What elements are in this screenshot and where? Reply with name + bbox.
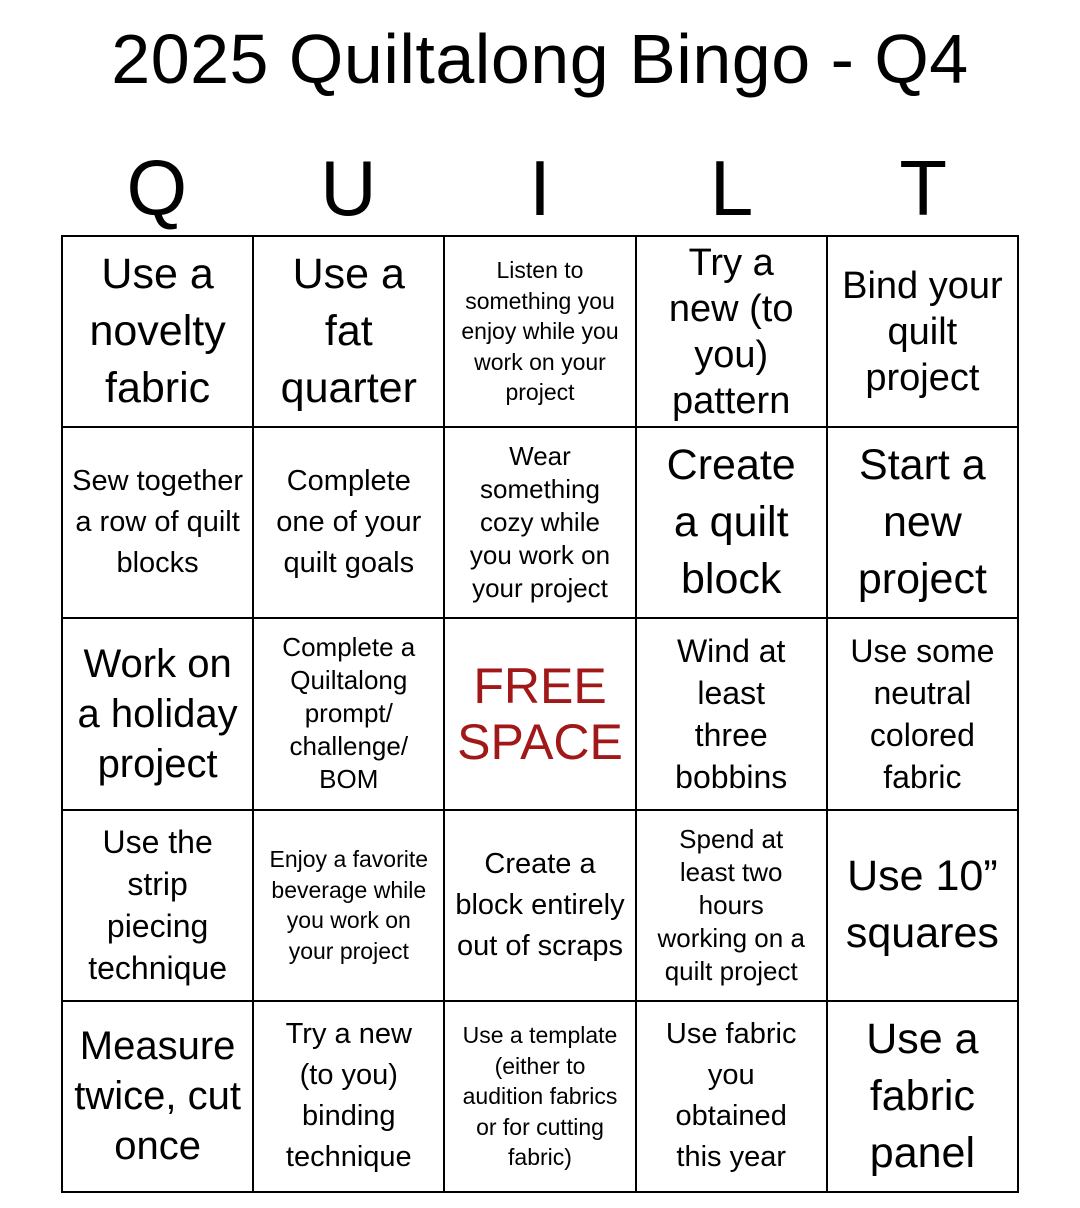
bingo-cell <box>254 237 445 428</box>
bingo-cell <box>445 428 636 619</box>
bingo-cell-text: Try a new (to you) binding technique <box>285 1018 412 1174</box>
bingo-cell <box>445 811 636 1002</box>
bingo-cell-text: Create a quilt block <box>666 441 796 604</box>
bingo-cell <box>828 428 1019 619</box>
bingo-cell-text: Sew together a row of quilt blocks <box>72 465 244 580</box>
bingo-cell <box>254 811 445 1002</box>
bingo-cell <box>828 1002 1019 1193</box>
bingo-card <box>61 235 1019 1193</box>
bingo-cell <box>828 811 1019 1002</box>
bingo-cell <box>637 237 828 428</box>
header-letter-u: U <box>320 144 377 232</box>
bingo-cell-text: Wind at least three bobbins <box>675 632 788 795</box>
bingo-cell-text: Work on a holiday project <box>77 641 238 786</box>
bingo-cell-text: Spend at least two hours working on a quilt project <box>657 823 805 986</box>
bingo-cell <box>254 428 445 619</box>
bingo-cell-text: Use a fabric panel <box>866 1014 979 1177</box>
bingo-cell-text: Use 10” squares <box>845 852 999 958</box>
bingo-cell <box>637 811 828 1002</box>
bingo-header-row <box>61 143 1019 233</box>
bingo-cell <box>445 619 636 810</box>
bingo-cell <box>254 619 445 810</box>
bingo-cell <box>63 428 254 619</box>
free-space-text: FREE SPACE <box>457 657 623 770</box>
bingo-cell-text: Listen to something you enjoy while you work on your project <box>461 257 619 406</box>
bingo-cell-text: Wear something cozy while you work on your project <box>469 441 611 604</box>
bingo-cell <box>445 1002 636 1193</box>
bingo-cell <box>637 428 828 619</box>
bingo-cell <box>63 237 254 428</box>
bingo-cell <box>637 1002 828 1193</box>
bingo-cell-text: Start a new project <box>857 441 987 604</box>
bingo-cell <box>828 237 1019 428</box>
bingo-cell-text: Use the strip piecing technique <box>88 824 227 987</box>
bingo-cell-text: Use a template (either to audition fabrics or for cutting fabric) <box>462 1022 618 1171</box>
bingo-cell <box>63 811 254 1002</box>
bingo-cell-text: Measure twice, cut once <box>74 1024 241 1169</box>
bingo-cell <box>63 1002 254 1193</box>
page-title: 2025 Quiltalong Bingo - Q4 <box>111 20 969 98</box>
bingo-cell-text: Enjoy a favorite beverage while you work on your project <box>269 846 429 964</box>
header-letter-q: Q <box>126 144 188 232</box>
bingo-cell-text: Use a novelty fabric <box>89 250 226 413</box>
bingo-cell <box>445 237 636 428</box>
bingo-cell-text: Try a new (to you) pattern <box>668 241 794 422</box>
header-letter-i: I <box>529 144 551 232</box>
header-letter-l: L <box>709 144 754 232</box>
bingo-cell <box>254 1002 445 1193</box>
bingo-cell-text: Complete a Quiltalong prompt/ challenge/ BOM <box>282 632 416 795</box>
bingo-cell-text: Use a fat quarter <box>280 250 417 413</box>
bingo-cell-text: Bind your quilt project <box>842 264 1003 399</box>
bingo-cell <box>637 619 828 810</box>
bingo-cell <box>828 619 1019 810</box>
bingo-cell-text: Complete one of your quilt goals <box>276 465 422 580</box>
header-letter-t: T <box>899 144 948 232</box>
bingo-cell-text: Use fabric you obtained this year <box>665 1018 797 1174</box>
bingo-cell-text: Use some neutral colored fabric <box>850 632 995 795</box>
bingo-cell <box>63 619 254 810</box>
bingo-cell-text: Create a block entirely out of scraps <box>455 847 625 962</box>
